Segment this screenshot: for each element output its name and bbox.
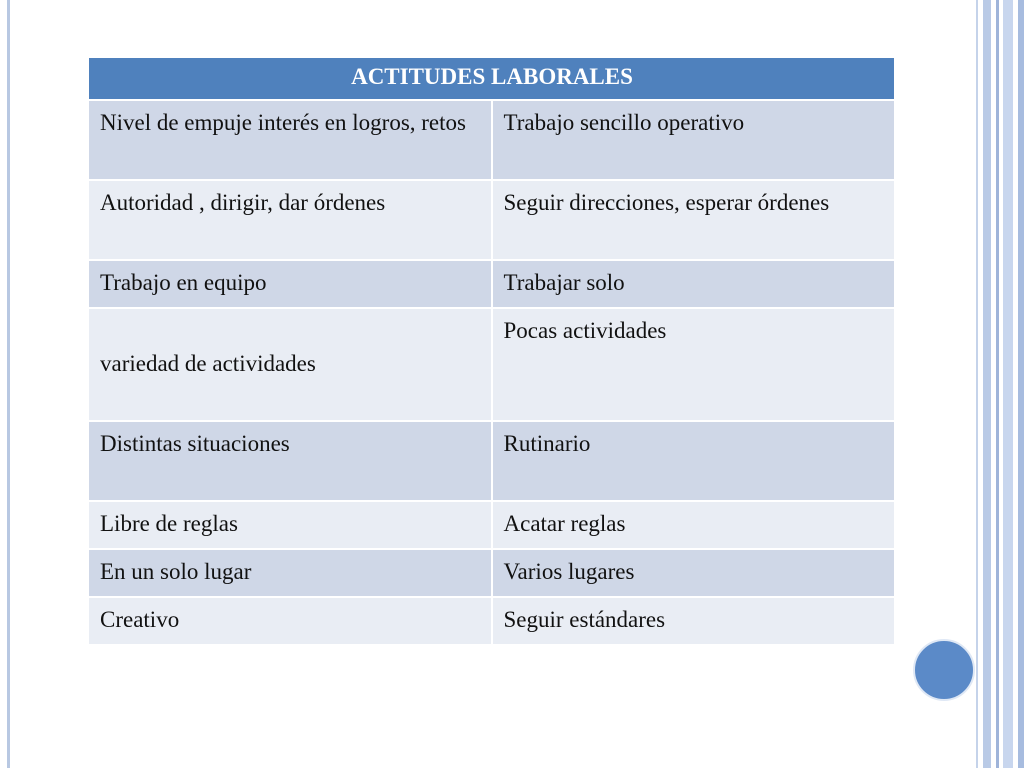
- table-row: [88, 260, 895, 308]
- table-row: [88, 100, 895, 180]
- left-cell: En un solo lugar: [88, 549, 492, 597]
- table-row: [88, 421, 895, 501]
- right-cell: Pocas actividades: [492, 308, 896, 421]
- left-cell: variedad de actividades: [88, 308, 492, 421]
- table-row: [88, 501, 895, 549]
- table-row: [88, 597, 895, 645]
- table-row: [88, 308, 895, 421]
- left-cell: Creativo: [88, 597, 492, 645]
- right-cell: Trabajo sencillo operativo: [492, 100, 896, 180]
- left-cell: Nivel de empuje interés en logros, retos: [88, 100, 492, 180]
- attitudes-table: [87, 56, 896, 646]
- right-cell: Seguir estándares: [492, 597, 896, 645]
- right-border-decoration: [976, 0, 1024, 768]
- table-row: [88, 180, 895, 260]
- left-cell: Libre de reglas: [88, 501, 492, 549]
- right-cell: Trabajar solo: [492, 260, 896, 308]
- right-cell: Acatar reglas: [492, 501, 896, 549]
- right-cell: Seguir direcciones, esperar órdenes: [492, 180, 896, 260]
- table-title: ACTITUDES LABORALES: [88, 57, 895, 100]
- right-cell: Varios lugares: [492, 549, 896, 597]
- left-cell: Distintas situaciones: [88, 421, 492, 501]
- left-cell: Trabajo en equipo: [88, 260, 492, 308]
- right-cell: Rutinario: [492, 421, 896, 501]
- left-border-decoration: [7, 0, 10, 768]
- decorative-circle-icon: [913, 639, 975, 701]
- left-cell: Autoridad , dirigir, dar órdenes: [88, 180, 492, 260]
- table-row: [88, 549, 895, 597]
